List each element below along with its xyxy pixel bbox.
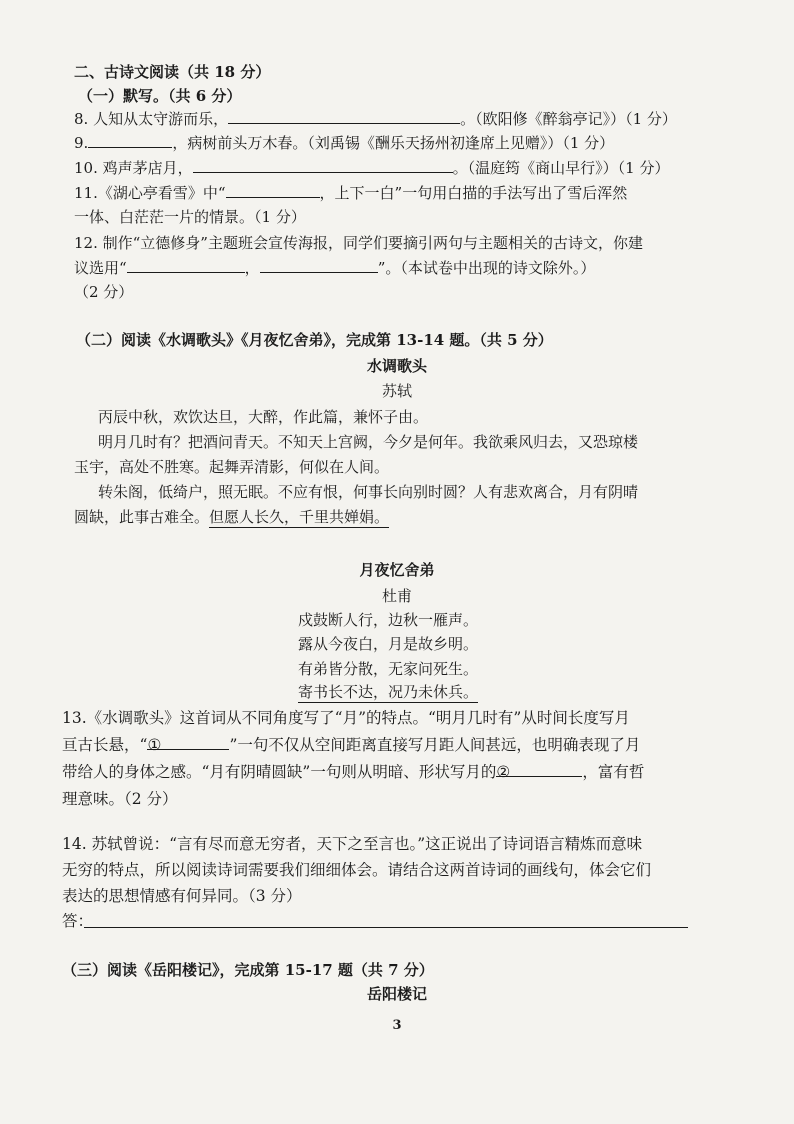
q12-points: （2 分） [74,283,134,301]
poem2-underlined-line: 寄书长不达，况乃未休兵。 [298,683,479,701]
q9-blank[interactable] [88,133,172,148]
poem1-author: 苏轼 [381,382,412,400]
part3-text-title: 岳阳楼记 [366,985,427,1003]
page-number: 3 [392,1018,402,1033]
question-13: 13.《水调歌头》这首词从不同角度写了“月”的特点。“明月几时有”从时间长度写月 [62,709,630,727]
q8-text: 8. 人知从太守游而乐， [74,110,229,128]
q12-line-2 [74,258,595,278]
q11-blank[interactable] [226,183,320,198]
poem2-title: 月夜忆舍弟 [359,561,435,579]
q11-text-2: ，上下一白”一句用白描的手法写出了雪后浑然 [319,184,628,202]
q13-text: 亘古长悬，“ [62,736,148,754]
q10-source: 。（温庭筠《商山早行》）（1 分） [452,159,670,177]
q13-text-4: ，富有哲 [582,763,645,781]
poem2-author: 杜甫 [381,587,412,605]
q13-marker-2: ② [496,763,511,781]
q11-text: 11.《湖心亭看雪》中“ [74,184,226,202]
q10-text: 10. 鸡声茅店月， [74,159,193,177]
q11-continued: 一体、白茫茫一片的情景。（1 分） [74,208,306,226]
question-12: 12. 制作“立德修身”主题班会宣传海报，同学们要摘引两句与主题相关的古诗文，你建 [74,234,643,252]
poem1-text: 圆缺，此事古难全。 [74,508,210,526]
poem1-line: 玉宇，高处不胜寒。起舞弄清影，何似在人间。 [74,458,390,476]
q13-text-2: ”一句不仅从空间距离直接写月距人间甚远，也明确表现了月 [229,736,641,754]
q13-blank-2[interactable] [496,762,582,781]
poem1-line [74,507,389,527]
part2-title: （二）阅读《水调歌头》《月夜忆舍弟》，完成第 13-14 题。（共 5 分） [76,331,553,349]
section-title: 二、古诗文阅读（共 18 分） [74,63,271,81]
q8-blank[interactable] [228,109,460,124]
poem2-line [298,682,478,702]
q14-line-2: 无穷的特点，所以阅读诗词需要我们细细体会。请结合这两首诗词的画线句，体会它们 [62,861,652,879]
q12-blank-2[interactable] [260,258,378,273]
q10-blank[interactable] [193,158,453,173]
q12-note: ”。（本试卷中出现的诗文除外。） [377,259,596,277]
q13-line-4: 理意味。（2 分） [62,790,178,808]
question-8 [74,109,677,129]
question-10 [74,158,669,178]
q14-answer-line[interactable] [84,927,688,928]
poem1-line: 转朱阁，低绮户，照无眠。不应有恨，何事长向别时圆？人有悲欢离合，月有阴晴 [98,483,639,501]
q12-blank-1[interactable] [127,258,245,273]
q13-line-3 [62,762,644,782]
q9-number: 9. [74,134,89,152]
question-9 [74,133,614,153]
poem2-line: 有弟皆分散，无家问死生。 [298,660,479,678]
q14-answer-label: 答： [62,912,94,930]
q14-line-3: 表达的思想情感有何异同。（3 分） [62,887,302,905]
poem2-line: 戍鼓断人行，边秋一雁声。 [298,611,479,629]
q12-prefix: 议选用“ [74,259,127,277]
poem1-underlined-line: 但愿人长久，千里共婵娟。 [209,508,390,526]
q12-sep: ， [244,259,260,277]
q13-line-2 [62,735,640,755]
poem2-line: 露从今夜白，月是故乡明。 [298,635,479,653]
part3-title: （三）阅读《岳阳楼记》，完成第 15-17 题（共 7 分） [62,961,434,979]
question-14: 14. 苏轼曾说：“言有尽而意无穷者，天下之至言也。”这正说出了诗词语言精炼而意味 [62,835,643,853]
q8-source: 。（欧阳修《醉翁亭记》）（1 分） [460,110,677,128]
q9-text: ，病树前头万木春。（刘禹锡《酬乐天扬州初逢席上见赠》）（1 分） [172,134,615,152]
q13-text-3: 带给人的身体之感。“月有阴晴圆缺”一句则从明暗、形状写月的 [62,763,497,781]
poem1-preface: 丙辰中秋，欢饮达旦，大醉，作此篇，兼怀子由。 [98,408,429,426]
q13-marker-1: ① [147,736,162,754]
q13-blank-1[interactable] [147,735,229,754]
part1-title: （一）默写。（共 6 分） [78,87,242,105]
question-11 [74,183,627,203]
poem1-line: 明月几时有？把酒问青天。不知天上宫阙，今夕是何年。我欲乘风归去，又恐琼楼 [98,433,639,451]
poem1-title: 水调歌头 [366,357,427,375]
